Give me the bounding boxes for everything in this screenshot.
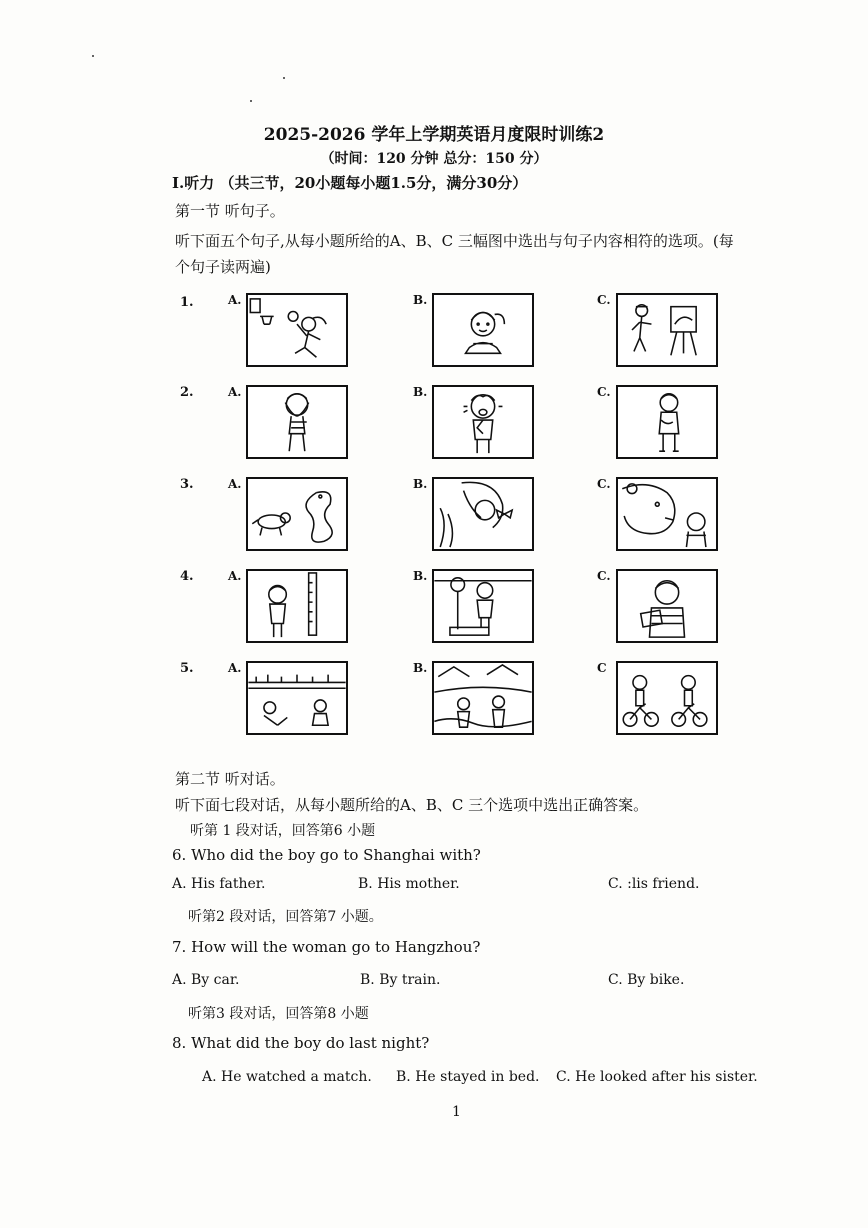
option-label: B. <box>413 385 428 399</box>
scan-speck <box>92 55 94 57</box>
girl-basketball-icon <box>246 293 348 367</box>
question-number: 2. <box>180 385 194 400</box>
question-text: 6. Who did the boy go to Shanghai with? <box>172 846 481 864</box>
boy-height-icon <box>246 569 348 643</box>
bear-child-icon <box>616 477 718 551</box>
answer-option: B. His mother. <box>358 876 460 892</box>
answer-option: B. He stayed in bed. <box>396 1069 540 1085</box>
option-label: C. <box>597 385 611 399</box>
option-label: C <box>597 661 607 675</box>
answer-option: B. By train. <box>360 972 441 988</box>
page-title: 2025-2026 学年上学期英语月度限时训练2 <box>263 125 605 145</box>
option-label: C. <box>597 569 611 583</box>
page-subtitle: （时间：120 分钟 总分：150 分） <box>320 151 548 167</box>
option-label: A. <box>228 661 242 675</box>
option-label: C. <box>597 477 611 491</box>
boy-headache-icon <box>246 385 348 459</box>
snake-animal-icon <box>246 477 348 551</box>
boy-scale-icon <box>432 569 534 643</box>
option-label: A. <box>228 293 242 307</box>
option-label: B. <box>413 477 428 491</box>
dialog-intro: 听第 1 段对话，回答第6 小题 <box>190 823 376 839</box>
question-text: 8. What did the boy do last night? <box>172 1034 430 1052</box>
question-number: 4. <box>180 569 194 584</box>
scan-speck <box>250 100 252 102</box>
option-label: A. <box>228 477 242 491</box>
question-number: 1. <box>180 295 194 310</box>
answer-option: C. :lis friend. <box>608 876 700 892</box>
dialog-intro: 听第2 段对话，回答第7 小题。 <box>188 909 383 925</box>
kids-bikes-icon <box>616 661 718 735</box>
question-number: 5. <box>180 661 194 676</box>
part1-heading: Ⅰ.听力 （共三节，20小题每小题1.5分，满分30分） <box>172 174 528 192</box>
option-label: B. <box>413 293 428 307</box>
option-label: B. <box>413 661 428 675</box>
girl-painting-icon <box>616 293 718 367</box>
option-label: A. <box>228 569 242 583</box>
option-label: A. <box>228 385 242 399</box>
question-text: 7. How will the woman go to Hangzhou? <box>172 938 481 956</box>
answer-option: C. By bike. <box>608 972 685 988</box>
page-number: 1 <box>452 1104 461 1120</box>
answer-option: A. He watched a match. <box>202 1069 372 1085</box>
answer-option: A. By car. <box>172 972 240 988</box>
boy-reading-icon <box>616 569 718 643</box>
section1-instruction-line2: 个句子读两遍) <box>175 258 271 276</box>
answer-option: C. He looked after his sister. <box>556 1069 758 1085</box>
people-village-icon <box>432 661 534 735</box>
section1-title: 第一节 听句子。 <box>175 202 285 220</box>
section1-instruction-line1: 听下面五个句子,从每小题所给的A、B、C 三幅图中选出与句子内容相符的选项。(每 <box>175 232 734 250</box>
kids-park-icon <box>246 661 348 735</box>
answer-option: A. His father. <box>172 876 266 892</box>
section2-title: 第二节 听对话。 <box>175 770 285 788</box>
scan-speck <box>283 77 285 79</box>
dialog-intro: 听第3 段对话，回答第8 小题 <box>188 1006 369 1022</box>
question-number: 3. <box>180 477 194 492</box>
option-label: B. <box>413 569 428 583</box>
girl-sitting-icon <box>432 293 534 367</box>
girl-butterfly-icon <box>432 477 534 551</box>
option-label: C. <box>597 293 611 307</box>
section2-instruction: 听下面七段对话，从每小题所给的A、B、C 三个选项中选出正确答案。 <box>175 796 649 814</box>
boy-sore-throat-icon <box>432 385 534 459</box>
boy-stomachache-icon <box>616 385 718 459</box>
